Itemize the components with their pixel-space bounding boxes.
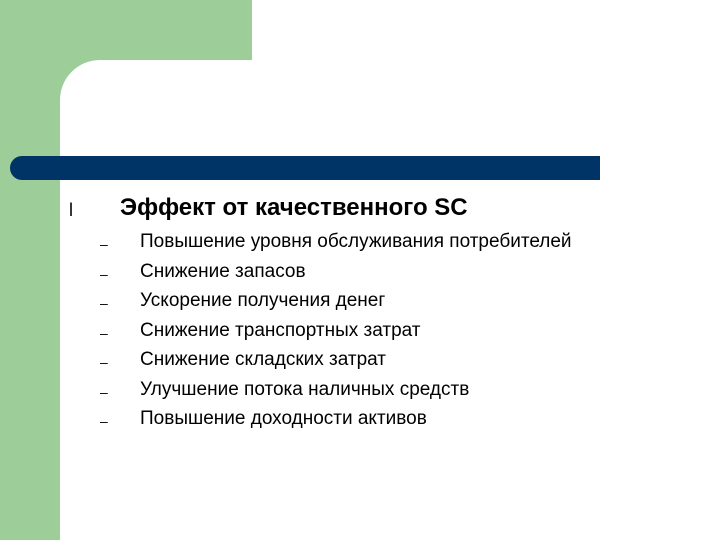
list-item-text: Снижение запасов [140, 260, 306, 282]
dash-bullet: – [100, 236, 108, 252]
list-item-text: Улучшение потока наличных средств [140, 378, 470, 400]
list-item [0, 346, 700, 376]
dash-bullet: – [100, 354, 108, 370]
list-item [0, 228, 700, 258]
dash-bullet: – [100, 383, 108, 400]
list-item-text: Повышение уровня обслуживания потребителей [140, 231, 572, 252]
dash-bullet: – [100, 295, 108, 311]
list-item-text: Снижение транспортных затрат [140, 319, 421, 341]
list-item [0, 376, 700, 406]
heading-bullet: l [69, 200, 73, 220]
title-bar [10, 156, 600, 180]
dash-bullet: – [100, 413, 108, 429]
list-item [0, 405, 700, 435]
list-item-text: Ускорение получения денег [140, 290, 386, 311]
list-item [0, 317, 700, 347]
dash-bullet: – [100, 265, 108, 282]
list-item [0, 287, 700, 317]
slide-heading: Эффект от качественного SC [120, 194, 468, 221]
list-item-text: Снижение складских затрат [140, 349, 387, 370]
dash-bullet: – [100, 324, 108, 341]
list-item [0, 258, 700, 288]
list-item-text: Повышение доходности активов [140, 408, 427, 429]
bullet-list [0, 228, 700, 435]
